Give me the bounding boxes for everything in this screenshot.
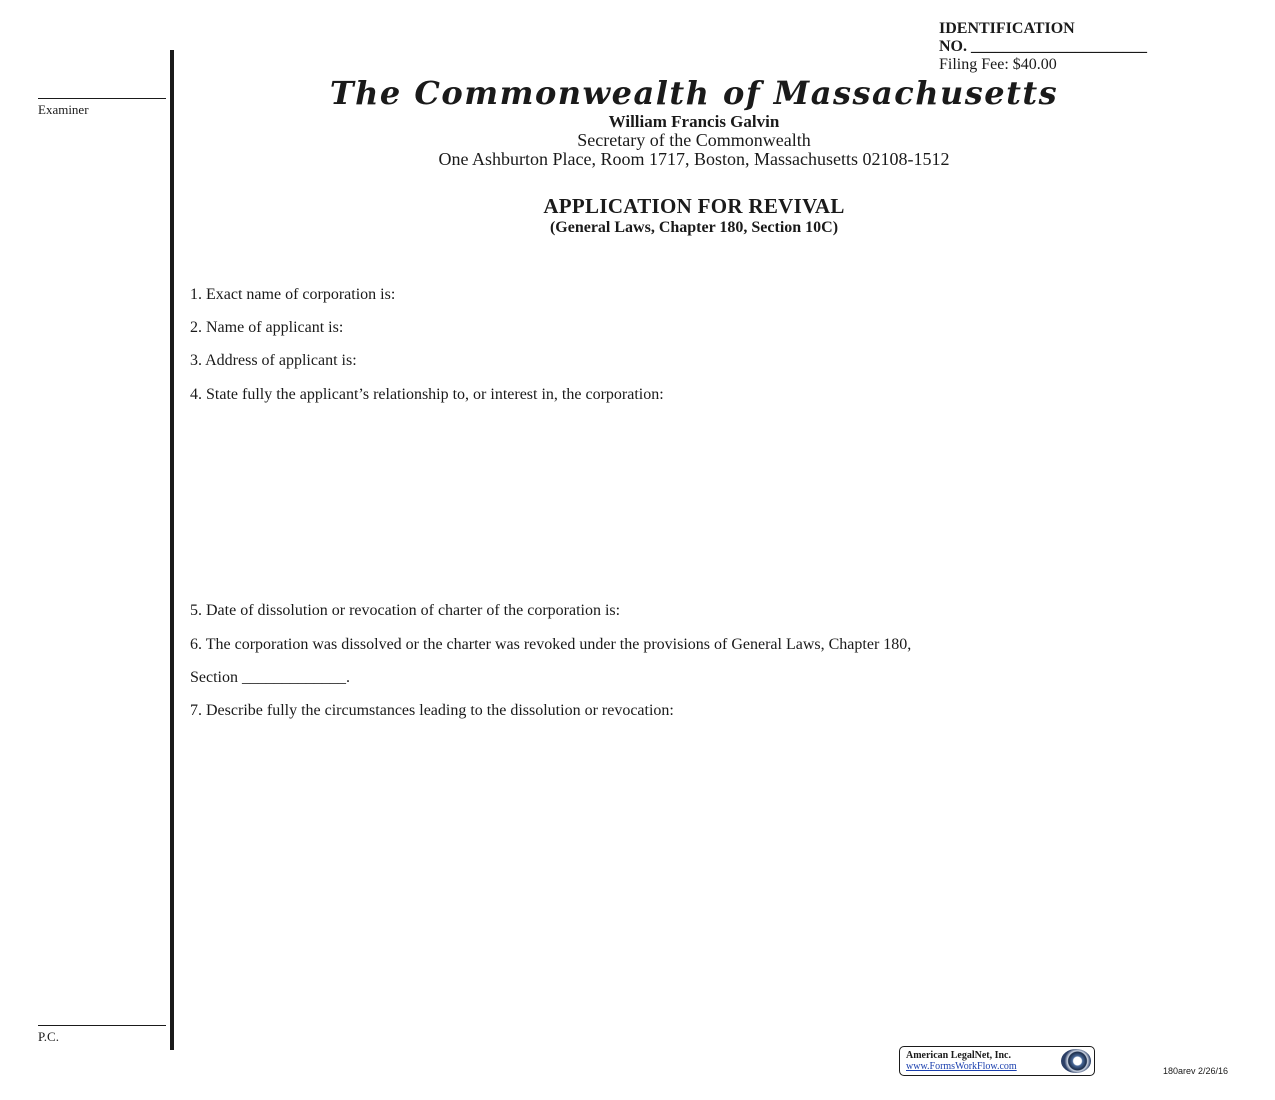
publisher-link[interactable]: www.FormsWorkFlow.com <box>906 1061 1017 1072</box>
item-section-number: Section _____________. <box>190 669 350 686</box>
pc-signature-line <box>38 1025 166 1026</box>
publisher-badge <box>899 1046 1095 1076</box>
commonwealth-title: The Commonwealth of Massachusetts <box>329 74 1059 112</box>
letterhead <box>174 74 1214 169</box>
form-title-block <box>174 194 1214 237</box>
identification-label: IDENTIFICATION <box>939 20 1075 37</box>
item-dissolution-provision: 6. The corporation was dissolved or the charter was revoked under the provisions of General Laws, Chapter 180, <box>190 636 912 653</box>
form-subtitle: (General Laws, Chapter 180, Section 10C) <box>549 219 839 236</box>
item-applicant-address: 3. Address of applicant is: <box>190 352 357 369</box>
examiner-signature-line <box>38 98 166 99</box>
item-dissolution-date: 5. Date of dissolution or revocation of charter of the corporation is: <box>190 602 621 619</box>
item-corporation-name: 1. Exact name of corporation is: <box>190 286 396 303</box>
form-title: APPLICATION FOR REVIVAL <box>543 194 845 218</box>
identification-number-line: NO. ______________________ <box>939 38 1147 55</box>
publisher-name: American LegalNet, Inc. <box>906 1050 1011 1061</box>
item-circumstances: 7. Describe fully the circumstances leading to the dissolution or revocation: <box>190 702 674 719</box>
office-address: One Ashburton Place, Room 1717, Boston, Massachusetts 02108-1512 <box>438 149 950 169</box>
filing-fee: Filing Fee: $40.00 <box>939 56 1057 73</box>
secretary-name: William Francis Galvin <box>608 112 780 131</box>
item-applicant-name: 2. Name of applicant is: <box>190 319 344 336</box>
form-version: 180arev 2/26/16 <box>1163 1066 1229 1076</box>
globe-logo-icon <box>1061 1049 1091 1073</box>
item-applicant-relationship: 4. State fully the applicant’s relationship to, or interest in, the corporation: <box>190 386 664 403</box>
identification-block <box>939 20 1147 74</box>
examiner-label: Examiner <box>38 102 89 117</box>
secretary-title: Secretary of the Commonwealth <box>577 130 811 150</box>
pc-label: P.C. <box>38 1029 59 1044</box>
